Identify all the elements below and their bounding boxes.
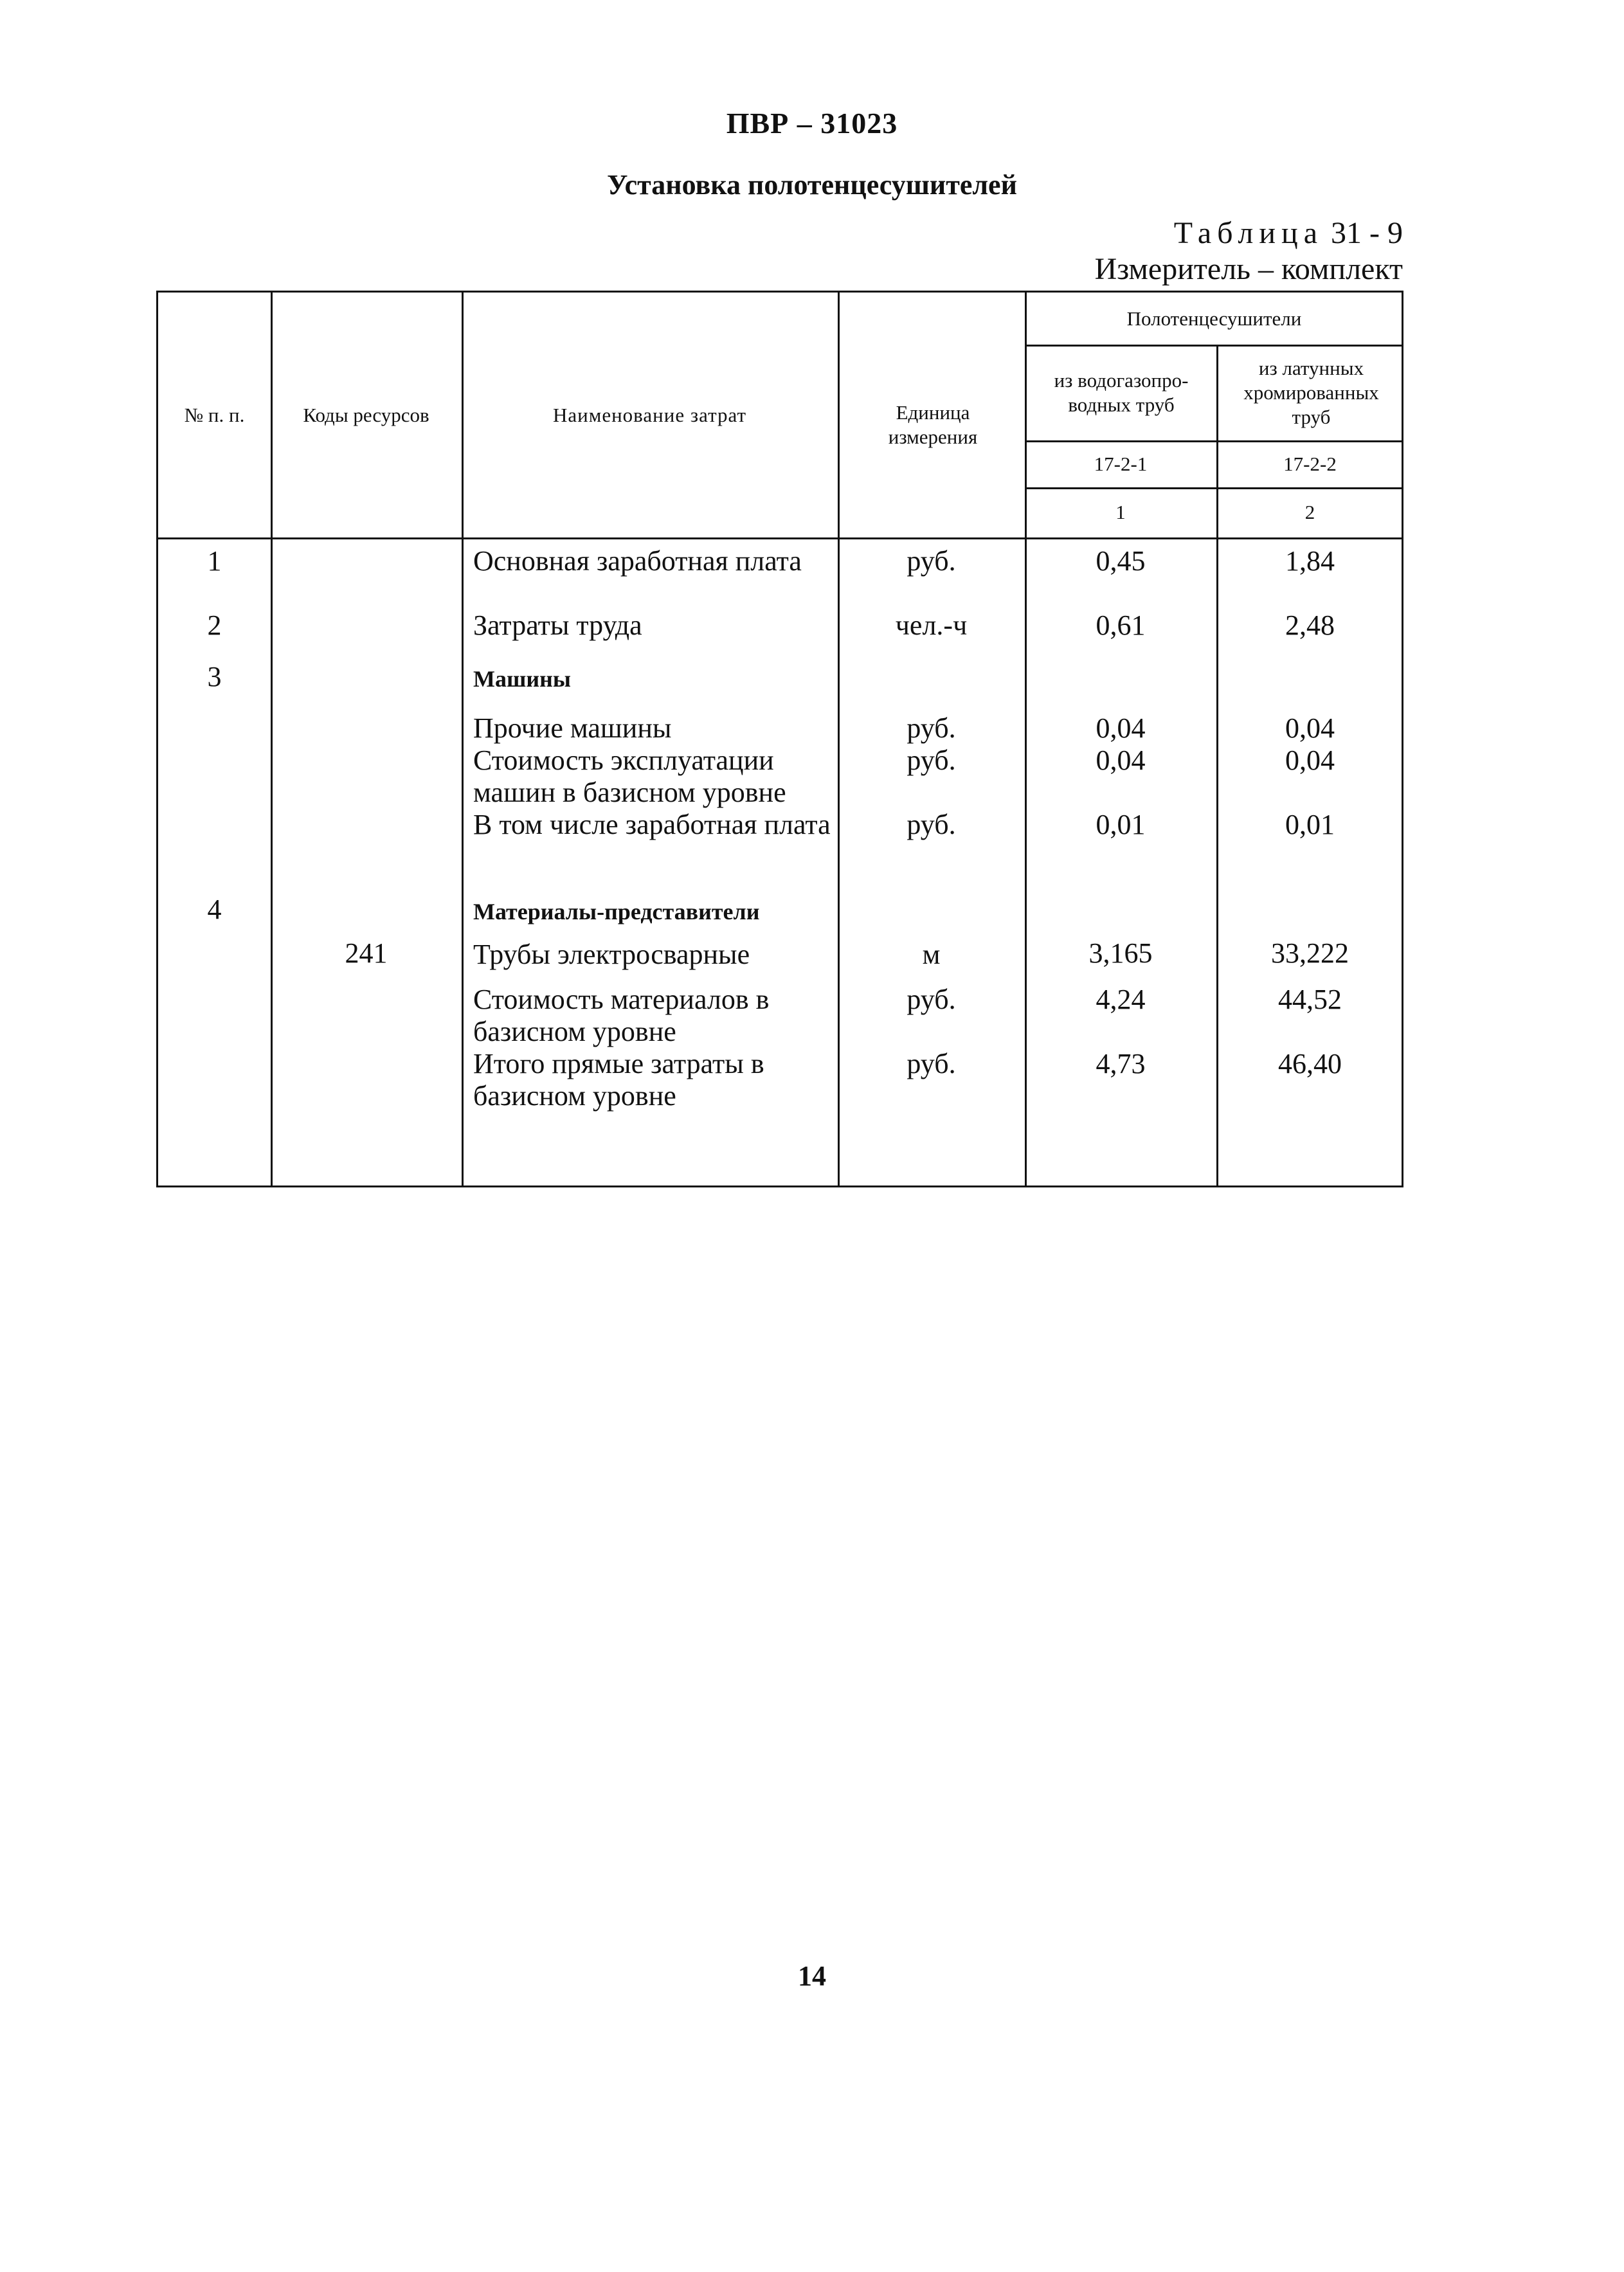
row-name: Стоимость материалов в базисном уровне	[473, 984, 770, 1047]
header-group	[1025, 293, 1403, 345]
header-num	[158, 293, 271, 537]
document-title: Установка полотенцесушителей	[607, 169, 1017, 201]
row-num: 2	[207, 609, 222, 641]
document-code: ПВР – 31023	[726, 107, 898, 140]
table-number-line	[1095, 215, 1403, 251]
section-heading-materials: Материалы-представители	[473, 899, 760, 924]
row-code: 241	[345, 937, 388, 969]
row-num: 3	[207, 661, 222, 692]
row-value-1: 0,04	[1096, 744, 1146, 776]
header-unit-label: Единица измерения	[888, 401, 978, 448]
header-unit	[859, 293, 1007, 537]
row-value-2: 46,40	[1278, 1048, 1342, 1079]
row-unit: чел.-ч	[895, 609, 968, 641]
row-value-2: 0,04	[1285, 744, 1335, 776]
row-value-2: 2,48	[1285, 609, 1335, 641]
row-name: Затраты труда	[473, 609, 642, 641]
row-name: В том числе заработная плата	[473, 809, 831, 840]
header-bottom-divider	[158, 537, 1403, 539]
row-value-1: 0,45	[1096, 545, 1146, 577]
cost-table	[156, 291, 1403, 1187]
header-group-label: Полотенцесушители	[1126, 307, 1302, 330]
table-number: 31 - 9	[1331, 216, 1403, 250]
row-value-1: 0,61	[1096, 609, 1146, 641]
row-name: Прочие машины	[473, 712, 672, 744]
row-name: Итого прямые затраты в базисном уровне	[473, 1048, 764, 1112]
table-label: Таблица	[1173, 216, 1324, 250]
row-value-1: 4,24	[1096, 984, 1146, 1015]
row-unit: м	[922, 939, 941, 970]
row-num: 4	[207, 894, 222, 925]
header-num-label: № п. п.	[184, 403, 245, 426]
header-name	[462, 293, 838, 537]
row-value-2: 1,84	[1285, 545, 1335, 577]
row-value-2: 0,01	[1285, 809, 1335, 840]
row-name: Основная заработная плата	[473, 545, 802, 577]
header-col1-label: из водогазопро-водных труб	[1054, 368, 1189, 416]
row-num: 1	[207, 545, 222, 577]
row-name: Трубы электросварные	[473, 939, 750, 970]
header-codes	[271, 293, 462, 537]
row-value-2: 33,222	[1271, 937, 1349, 969]
row-name: Стоимость эксплуатации машин в базисном уровне	[473, 744, 786, 808]
header-col2-label: из латунных хромированных труб	[1243, 356, 1379, 428]
row-unit: руб.	[907, 712, 956, 744]
row-unit: руб.	[907, 1048, 956, 1079]
row-unit: руб.	[907, 545, 956, 577]
header-col2-code	[1216, 440, 1403, 487]
table-measure: Измеритель – комплект	[1094, 252, 1403, 286]
header-col1-code	[1025, 440, 1216, 487]
header-col1	[1044, 345, 1198, 440]
row-value-2: 44,52	[1278, 984, 1342, 1015]
header-col1-index-label: 1	[1115, 501, 1126, 523]
table-caption	[1095, 215, 1403, 287]
row-unit: руб.	[907, 984, 956, 1015]
header-col1-code-label: 17-2-1	[1094, 452, 1148, 475]
row-unit: руб.	[907, 809, 956, 840]
row-value-1: 0,01	[1096, 809, 1146, 840]
header-col2	[1229, 345, 1393, 440]
header-col2-code-label: 17-2-2	[1283, 452, 1337, 475]
row-unit: руб.	[907, 744, 956, 776]
row-value-1: 4,73	[1096, 1048, 1146, 1079]
header-col2-index-label: 2	[1304, 501, 1315, 523]
page-number: 14	[798, 1960, 826, 1992]
header-col1-index	[1025, 487, 1216, 537]
row-value-1: 0,04	[1096, 712, 1146, 744]
header-col2-index	[1216, 487, 1403, 537]
header-codes-label: Коды ресурсов	[303, 403, 429, 426]
row-value-1: 3,165	[1088, 937, 1153, 969]
section-heading-machines: Машины	[473, 666, 571, 692]
row-value-2: 0,04	[1285, 712, 1335, 744]
header-name-label: Наименование затрат	[552, 403, 746, 426]
